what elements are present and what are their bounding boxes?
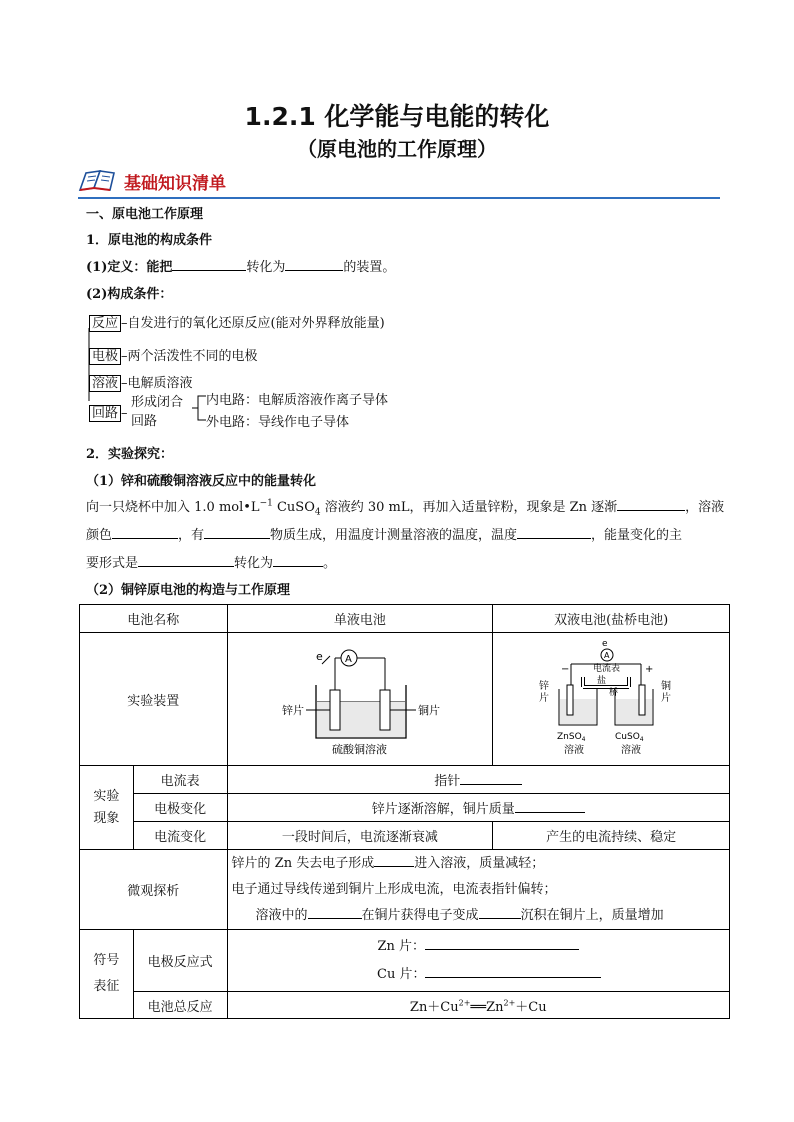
double-bridge-2: 桥 bbox=[609, 688, 619, 698]
double-zinc-2: 片 bbox=[539, 693, 550, 704]
subsection-heading-1: 1．原电池的构成条件 bbox=[86, 233, 213, 248]
condition-text-4-block bbox=[131, 393, 183, 431]
condition-row-4: 回路 – bbox=[89, 402, 128, 421]
conditions-title: (2)构成条件： bbox=[86, 287, 173, 302]
double-sol-left-1 bbox=[557, 732, 586, 743]
condition-box-1: 反应 bbox=[89, 315, 121, 332]
exp1-i: 要形式是 bbox=[86, 556, 139, 571]
definition-p2: 转化为 bbox=[246, 260, 286, 275]
table-row bbox=[80, 930, 730, 992]
definition-p3: 的装置。 bbox=[343, 260, 396, 275]
exp1-g: 物质生成，用温度计测量溶液的温度，温度 bbox=[270, 528, 518, 543]
table-row bbox=[80, 633, 730, 766]
micro-1b: 进入溶液，质量减轻； bbox=[414, 855, 545, 871]
micro-1a: 锌片的 Zn 失去电子形成 bbox=[231, 855, 375, 871]
micro-line-1 bbox=[228, 851, 729, 877]
eq-a: Zn＋Cu bbox=[409, 999, 459, 1015]
single-cell-figure bbox=[227, 633, 493, 766]
experiment-1-line-3 bbox=[86, 552, 336, 571]
condition-row-3: 溶液 –电解质溶液 bbox=[89, 372, 193, 391]
page-title: 1.2.1 化学能与电能的转化 bbox=[244, 102, 550, 131]
double-electron-label: e bbox=[602, 639, 608, 649]
exp1-k: 。 bbox=[323, 556, 337, 571]
zn-label: Zn 片： bbox=[377, 938, 426, 954]
definition-p1: (1)定义：能把 bbox=[86, 260, 173, 275]
exp1-sup: −1 bbox=[259, 498, 273, 509]
condition-text-1: 自发进行的氧化还原反应(能对外界释放能量) bbox=[127, 316, 385, 331]
current-change-label: 电流变化 bbox=[133, 822, 227, 850]
double-zinc-1: 锌 bbox=[539, 681, 550, 692]
condition-text-3: 电解质溶液 bbox=[127, 376, 193, 391]
exp1-sub: 4 bbox=[314, 507, 321, 518]
double-minus: − bbox=[561, 664, 570, 675]
exp1-j: 转化为 bbox=[234, 556, 274, 571]
symbol-label-2: 表征 bbox=[93, 979, 120, 994]
single-solution-label: 硫酸铜溶液 bbox=[331, 743, 387, 756]
condition-box-2: 电极 bbox=[89, 348, 121, 365]
phenomena-label-2: 现象 bbox=[93, 810, 120, 826]
single-cell-diagram bbox=[260, 640, 460, 758]
experiment-1-line-1 bbox=[86, 496, 724, 518]
section-badge bbox=[78, 168, 226, 194]
experiment-1-title: （1）锌和硫酸铜溶液反应中的能量转化 bbox=[86, 474, 317, 489]
ammeter-label: 电流表 bbox=[133, 766, 227, 794]
definition-line bbox=[86, 256, 395, 275]
exp1-b: CuSO bbox=[272, 500, 315, 515]
current-single: 一段时间后，电流逐渐衰减 bbox=[227, 822, 493, 850]
condition-text-2: 两个活泼性不同的电极 bbox=[127, 349, 258, 364]
electrode-change-label: 电极变化 bbox=[133, 794, 227, 822]
electrode-change-cell bbox=[227, 794, 729, 822]
cu-reaction bbox=[228, 961, 729, 989]
double-sol-left-2: 溶液 bbox=[564, 745, 585, 756]
exp1-e: 颜色 bbox=[86, 528, 113, 543]
section-heading-1: 一、原电池工作原理 bbox=[86, 207, 204, 222]
single-copper-label: 铜片 bbox=[417, 704, 440, 717]
condition-row-2: 电极 –两个活泼性不同的电极 bbox=[89, 345, 258, 364]
double-sol-right-sub: 4 bbox=[639, 736, 644, 743]
micro-3b: 在铜片获得电子变成 bbox=[361, 907, 479, 923]
micro-3a: 溶液中的 bbox=[255, 907, 308, 923]
header-double: 双液电池(盐桥电池) bbox=[493, 605, 730, 633]
double-copper-1: 铜 bbox=[661, 681, 672, 692]
exp1-a: 向一只烧杯中加入 1.0 mol•L bbox=[86, 500, 260, 515]
condition-row-1: 反应 –自发进行的氧化还原反应(能对外界释放能量) bbox=[89, 312, 385, 331]
double-sol-right-1 bbox=[615, 732, 644, 743]
eq-c: ＋Cu bbox=[515, 999, 547, 1015]
total-equation bbox=[227, 992, 729, 1019]
electrode-reaction-cell bbox=[227, 930, 729, 992]
phenomena-label-1: 实验 bbox=[93, 788, 120, 804]
exp1-h: ，能量变化的主 bbox=[591, 528, 683, 543]
micro-label: 微观探析 bbox=[80, 850, 228, 930]
table-row bbox=[80, 605, 730, 633]
outer-circuit: 外电路：导线作电子导体 bbox=[206, 415, 350, 430]
subsection-heading-2: 2．实验探究： bbox=[86, 447, 174, 462]
double-cell-figure bbox=[493, 633, 730, 766]
single-zinc-label: 锌片 bbox=[281, 704, 304, 717]
zn-reaction bbox=[228, 933, 729, 961]
current-double: 产生的电流持续、稳定 bbox=[493, 822, 730, 850]
double-sol-right-formula: CuSO bbox=[615, 732, 640, 742]
table-row bbox=[80, 822, 730, 850]
symbol-label-1: 符号 bbox=[93, 953, 120, 968]
experiment-1-line-2 bbox=[86, 524, 682, 543]
micro-line-3 bbox=[228, 903, 729, 929]
condition-text-4b: 回路 bbox=[131, 414, 158, 429]
exp1-f: ，有 bbox=[178, 528, 205, 543]
electrode-reaction-label: 电极反应式 bbox=[133, 930, 227, 992]
experiment-2-title: （2）铜锌原电池的构造与工作原理 bbox=[86, 583, 291, 598]
symbol-label bbox=[80, 930, 134, 1019]
single-ammeter-label: A bbox=[344, 654, 352, 665]
section-badge-label: 基础知识清单 bbox=[124, 173, 226, 194]
cu-label: Cu 片： bbox=[377, 966, 426, 982]
condition-text-4: 形成闭合 bbox=[131, 395, 184, 410]
exp1-d: ，溶液 bbox=[685, 500, 725, 515]
double-sol-left-sub: 4 bbox=[581, 736, 586, 743]
single-electron-label: e bbox=[315, 650, 323, 663]
condition-box-4: 回路 bbox=[89, 405, 121, 422]
double-sol-right-2: 溶液 bbox=[621, 745, 642, 756]
battery-table bbox=[79, 604, 730, 1019]
micro-3c: 沉积在铜片上，质量增加 bbox=[520, 907, 664, 923]
header-name: 电池名称 bbox=[80, 605, 228, 633]
double-copper-2: 片 bbox=[661, 693, 672, 704]
micro-line-2: 电子通过导线传递到铜片上形成电流，电流表指针偏转； bbox=[231, 881, 557, 897]
device-label: 实验装置 bbox=[80, 633, 228, 766]
table-row bbox=[80, 850, 730, 930]
electrode-change-text: 锌片逐渐溶解，铜片质量 bbox=[371, 802, 515, 817]
micro-cell bbox=[227, 850, 729, 930]
double-ammeter-label: A bbox=[604, 651, 610, 660]
double-sol-left-formula: ZnSO bbox=[557, 732, 582, 742]
condition-box-3: 溶液 bbox=[89, 375, 121, 392]
phenomena-label bbox=[80, 766, 134, 850]
inner-circuit: 内电路：电解质溶液作离子导体 bbox=[206, 393, 389, 408]
double-bridge-1: 盐 bbox=[597, 676, 607, 686]
needle-cell bbox=[227, 766, 729, 794]
header-single: 单液电池 bbox=[227, 605, 493, 633]
table-row bbox=[80, 766, 730, 794]
total-reaction-label: 电池总反应 bbox=[133, 992, 227, 1019]
section-rule bbox=[78, 197, 720, 199]
eq-b: ══Zn bbox=[470, 999, 504, 1015]
eq-s1: 2+ bbox=[458, 998, 471, 1008]
double-meter-label: 电流表 bbox=[593, 664, 621, 674]
eq-s2: 2+ bbox=[503, 998, 516, 1008]
needle-text: 指针 bbox=[434, 774, 461, 789]
table-row bbox=[80, 794, 730, 822]
table-row bbox=[80, 992, 730, 1019]
book-icon bbox=[78, 168, 118, 194]
exp1-c: 溶液约 30 mL，再加入适量锌粉，现象是 Zn 逐渐 bbox=[320, 500, 618, 515]
page-subtitle: （原电池的工作原理） bbox=[297, 137, 497, 161]
double-plus: + bbox=[645, 664, 654, 675]
double-cell-diagram bbox=[531, 637, 691, 761]
